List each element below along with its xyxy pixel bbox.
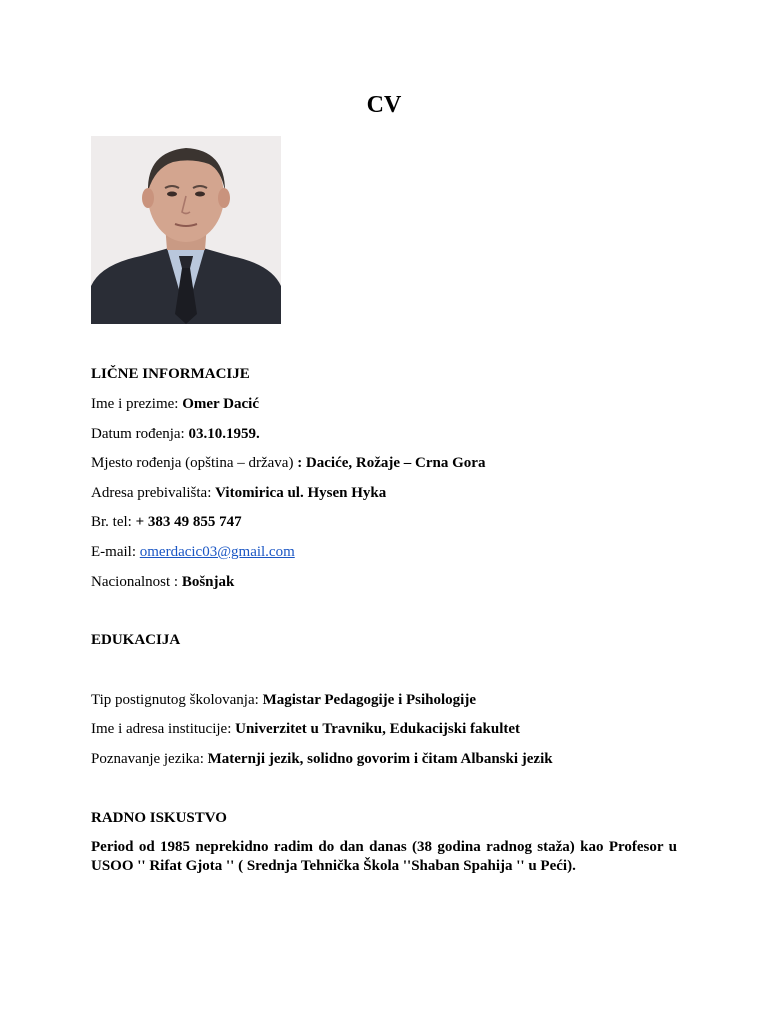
section-heading-work: RADNO ISKUSTVO	[91, 810, 227, 826]
dob-label: Datum rođenja:	[91, 426, 189, 442]
name-row	[91, 395, 259, 413]
birthplace-value: : Daciće, Rožaje – Crna Gora	[297, 455, 486, 471]
nationality-row	[91, 573, 234, 591]
degree-value: Magistar Pedagogije i Psihologije	[262, 692, 477, 708]
address-value: Vitomirica ul. Hysen Hyka	[215, 485, 387, 501]
email-row	[91, 543, 295, 561]
document-title: CV	[366, 92, 402, 118]
degree-row	[91, 691, 476, 709]
address-label: Adresa prebivališta:	[91, 485, 216, 501]
email-link[interactable]: omerdacic03@gmail.com	[139, 544, 295, 560]
email-label: E-mail:	[91, 544, 140, 560]
section-heading-personal: LIČNE INFORMACIJE	[91, 366, 250, 382]
name-value: Omer Dacić	[182, 396, 259, 412]
institution-row	[91, 720, 520, 738]
phone-row	[91, 513, 242, 531]
dob-value: 03.10.1959.	[188, 426, 260, 442]
languages-value: Maternji jezik, solidno govorim i čitam Albanski jezik	[207, 751, 553, 767]
birthplace-label: Mjesto rođenja (opština – država)	[91, 455, 298, 471]
nationality-label: Nacionalnost :	[91, 574, 182, 590]
phone-value: + 383 49 855 747	[135, 514, 242, 530]
address-row	[91, 484, 386, 502]
portrait-photo	[91, 136, 281, 324]
languages-row	[91, 750, 553, 768]
dob-row	[91, 425, 260, 443]
phone-label: Br. tel:	[91, 514, 136, 530]
name-label: Ime i prezime:	[91, 396, 183, 412]
institution-label: Ime i adresa institucije:	[91, 721, 236, 737]
nationality-value: Bošnjak	[181, 574, 235, 590]
languages-label: Poznavanje jezika:	[91, 751, 208, 767]
institution-value: Univerzitet u Travniku, Edukacijski fakultet	[235, 721, 521, 737]
degree-label: Tip postignutog školovanja:	[91, 692, 263, 708]
work-experience-text: Period od 1985 neprekidno radim do dan danas (38 godina radnog staža) kao Profesor u USOO '' Rifat Gjota '' ( Srednja Tehnička Škola ''Shaban Spahija '' u Peći).	[91, 839, 677, 874]
section-heading-education: EDUKACIJA	[91, 632, 181, 648]
portrait-illustration	[91, 136, 281, 324]
birthplace-row	[91, 454, 485, 472]
